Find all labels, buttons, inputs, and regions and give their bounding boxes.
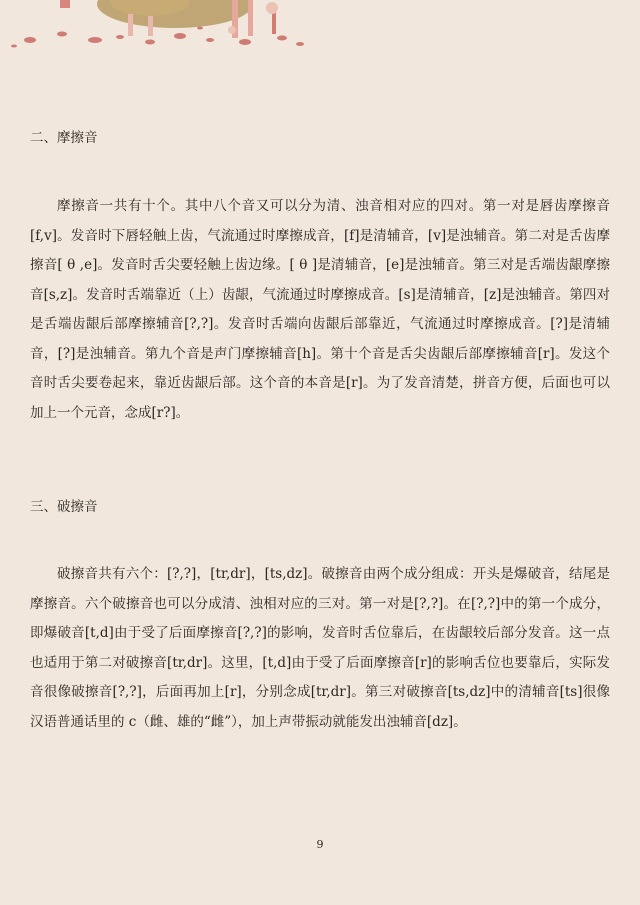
decorative-illustration <box>0 0 640 60</box>
paragraph-fricatives: 摩擦音一共有十个。其中八个音又可以分为清、浊音相对应的四对。第一对是唇齿摩擦音[f,v]。发音时下唇轻触上齿，气流通过时摩擦成音，[f]是清辅音，[v]是浊辅音。第二对是舌齿摩擦音[ θ ,e]。发音时舌尖要轻触上齿边缘。[ θ ]是清辅音，[e]是浊辅音。第三对是舌端齿龈摩擦音[s,z]。发音时舌端靠近（上）齿龈，气流通过时摩擦成音。[s]是清辅音，[z]是浊辅音。第四对是舌端齿龈后部摩擦辅音[?,?]。发音时舌端向齿龈后部靠近，气流通过时摩擦成音。[?]是清辅音，[?]是浊辅音。第九个音是声门摩擦辅音[h]。第十个音是舌尖齿龈后部摩擦辅音[r]。发这个音时舌尖要卷起来，靠近齿龈后部。这个音的本音是[r]。为了发音清楚，拼音方便，后面也可以加上一个元音，念成[r?]。 <box>30 198 610 421</box>
section-heading-affricates: 三、破擦音 <box>30 499 98 515</box>
page-number: 9 <box>316 838 324 851</box>
paragraph-affricates: 破擦音共有六个：[?,?]，[tr,dr]，[ts,dz]。破擦音由两个成分组成：开头是爆破音，结尾是摩擦音。六个破擦音也可以分成清、浊相对应的三对。第一对是[?,?]。在[?,?]中的第一个成分，即爆破音[t,d]由于受了后面摩擦音[?,?]的影响，发音时舌位靠后，在齿龈较后部分发音。这一点也适用于第二对破擦音[tr,dr]。这里，[t,d]由于受了后面摩擦音[r]的影响舌位也要靠后，实际发音很像破擦音[?,?]，后面再加上[r]，分别念成[tr,dr]。第三对破擦音[ts,dz]中的清辅音[ts]很像汉语普通话里的 c（雌、雄的“雌”），加上声带振动就能发出浊辅音[dz]。 <box>30 566 610 730</box>
section-heading-fricatives: 二、摩擦音 <box>30 130 98 146</box>
